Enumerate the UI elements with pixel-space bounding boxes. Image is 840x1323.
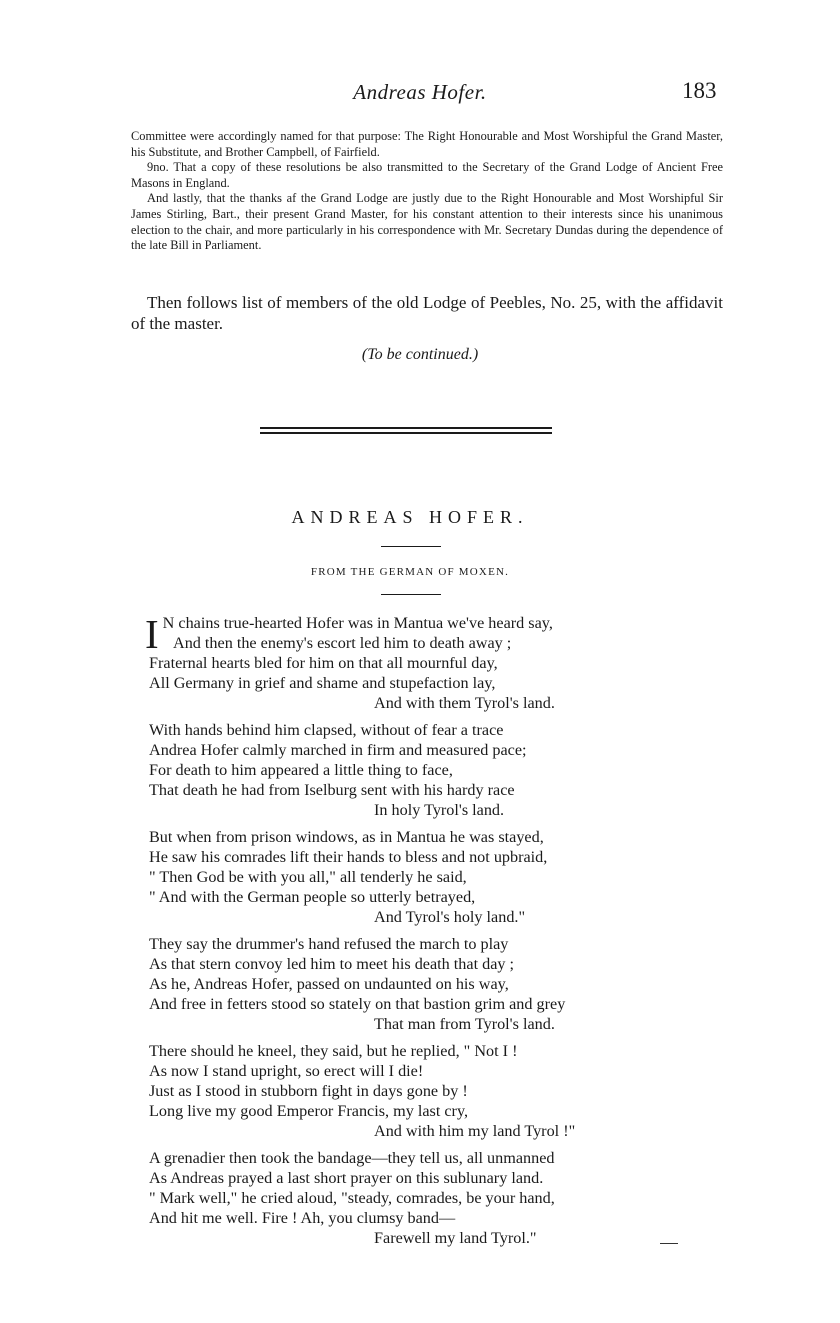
resolution-paragraph: And lastly, that the thanks af the Grand Lodge are justly due to the Right Honourable and Most Worshipful Sir James Stirling, Bart., their present Grand Master, for his constant attention to their interests since his unanimous election to the chair, and more particularly in his correspondence with Mr. Secretary Dundas during the dependence of the late Bill in Parliament. <box>131 191 723 253</box>
poem-refrain: Farewell my land Tyrol." <box>374 1229 537 1247</box>
poem-line: As he, Andreas Hofer, passed on undaunted on his way, <box>149 975 509 993</box>
poem-line: With hands behind him clapsed, without of fear a trace <box>149 721 504 739</box>
poem-line: Long live my good Emperor Francis, my last cry, <box>149 1102 469 1120</box>
poem-line: And then the enemy's escort led him to death away ; <box>173 634 512 652</box>
poem-line: A grenadier then took the bandage—they tell us, all unmanned <box>149 1149 555 1167</box>
poem-title: ANDREAS HOFER. <box>291 507 529 527</box>
poem-refrain: In holy Tyrol's land. <box>374 801 505 819</box>
poem-line: As now I stand upright, so erect will I die! <box>149 1062 424 1080</box>
subtitle-rule <box>381 594 441 595</box>
poem-line: But when from prison windows, as in Mantua he was stayed, <box>149 828 544 846</box>
poem-refrain: That man from Tyrol's land. <box>374 1015 555 1033</box>
poem-line: As Andreas prayed a last short prayer on this sublunary land. <box>149 1169 544 1187</box>
poem-line: There should he kneel, they said, but he replied, " Not I ! <box>149 1042 518 1060</box>
resolution-paragraph: 9no. That a copy of these resolutions be also transmitted to the Secretary of the Grand Lodge of Ancient Free Masons in England. <box>131 160 723 190</box>
stanza <box>145 611 709 713</box>
stanza <box>149 827 709 927</box>
poem-line: For death to him appeared a little thing to face, <box>149 761 453 779</box>
section-divider <box>260 427 552 434</box>
poem-line: And hit me well. Fire ! Ah, you clumsy band— <box>149 1209 456 1227</box>
poem-line: " Mark well," he cried aloud, "steady, comrades, be your hand, <box>149 1189 555 1207</box>
body-text <box>131 292 723 334</box>
poem-refrain: And Tyrol's holy land." <box>374 908 526 926</box>
poem-line: " And with the German people so utterly betrayed, <box>149 888 476 906</box>
title-rule <box>381 546 441 547</box>
poem-line: " Then God be with you all," all tenderly he said, <box>149 868 467 886</box>
page-mark <box>660 1243 678 1244</box>
stanza <box>149 1041 709 1141</box>
poem-line: As that stern convoy led him to meet his death that day ; <box>149 955 515 973</box>
poem-line: That death he had from Iselburg sent with his hardy race <box>149 781 515 799</box>
resolution-paragraph: Committee were accordingly named for that purpose: The Right Honourable and Most Worshipful the Grand Master, his Substitute, and Brother Campbell, of Fairfield. <box>131 129 723 159</box>
stanza <box>149 1148 709 1248</box>
poem-refrain: And with them Tyrol's land. <box>374 694 555 712</box>
page-number: 183 <box>682 78 717 103</box>
stanza <box>149 934 709 1034</box>
resolutions-block <box>131 129 723 254</box>
poem-refrain: And with him my land Tyrol !" <box>374 1122 576 1140</box>
poem-line: Fraternal hearts bled for him on that all mournful day, <box>149 654 498 672</box>
running-title: Andreas Hofer. <box>353 80 487 104</box>
poem-line: Andrea Hofer calmly marched in firm and measured pace; <box>149 741 527 759</box>
first-line-text: N chains true-hearted Hofer was in Mantua we've heard say, <box>162 614 553 632</box>
continued-note: (To be continued.) <box>361 346 479 363</box>
poem-line: They say the drummer's hand refused the march to play <box>149 935 509 953</box>
poem-line: All Germany in grief and shame and stupefaction lay, <box>149 674 496 692</box>
stanza <box>149 720 709 820</box>
poem-line: Just as I stood in stubborn fight in days gone by ! <box>149 1082 468 1100</box>
poem-line: And free in fetters stood so stately on that bastion grim and grey <box>149 995 566 1013</box>
poem-subtitle: FROM THE GERMAN OF MOXEN. <box>310 566 510 578</box>
body-paragraph: Then follows list of members of the old Lodge of Peebles, No. 25, with the affidavit of the master. <box>131 293 723 333</box>
poem-body <box>145 611 709 1255</box>
drop-cap: I <box>145 611 159 657</box>
poem-line: He saw his comrades lift their hands to bless and not upbraid, <box>149 848 548 866</box>
